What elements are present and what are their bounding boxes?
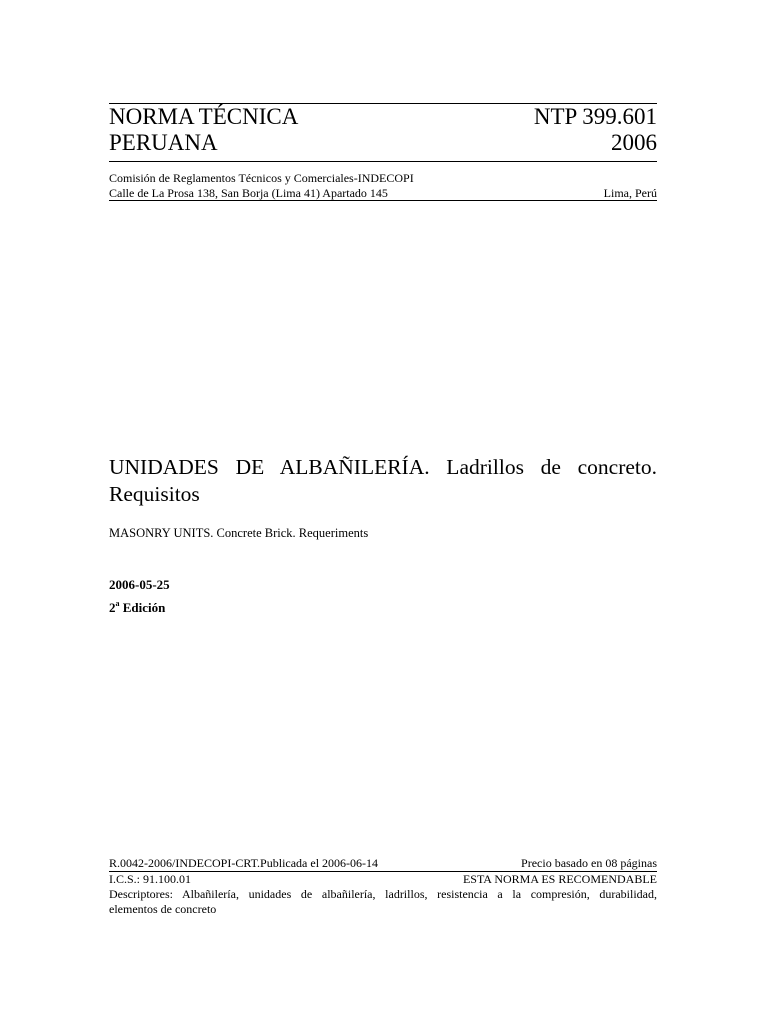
header-row-2 [109, 130, 657, 156]
header-code: NTP 399.601 [533, 104, 657, 129]
footer-descriptors-line2: elementos de concreto [109, 902, 217, 916]
footer-price: Precio basado en 08 páginas [521, 856, 657, 870]
footer-descriptors-line1: Descriptores: Albañilería, unidades de albañilería, ladrillos, resistencia a la compresión, durabilidad, [109, 887, 657, 901]
edition-date: 2006-05-25 [109, 577, 170, 592]
footer-resolution: R.0042-2006/INDECOPI-CRT.Publicada el 2006-06-14 [109, 856, 379, 870]
commission-rule [109, 200, 657, 201]
edition-line [109, 595, 165, 617]
header-org-line1: NORMA TÉCNICA [109, 104, 299, 129]
footer-row-2 [109, 872, 657, 886]
header-year: 2006 [611, 130, 657, 155]
footer-ics: I.C.S.: 91.100.01 [109, 872, 192, 886]
title-spanish-line2: Requisitos [109, 482, 200, 506]
commission-row-1 [109, 171, 657, 185]
edition-ordinal: a [115, 599, 120, 608]
commission-name: Comisión de Reglamentos Técnicos y Comerciales-INDECOPI [109, 171, 414, 185]
title-spanish-line1: UNIDADES DE ALBAÑILERÍA. Ladrillos de concreto. [109, 455, 657, 479]
commission-city: Lima, Perú [603, 186, 657, 200]
footer-row-1 [109, 856, 657, 870]
edition-label: Edición [119, 600, 166, 615]
edition-number: 2 [109, 600, 116, 615]
header-row-1 [109, 104, 657, 130]
header-org-line2: PERUANA [109, 130, 218, 155]
title-english: MASONRY UNITS. Concrete Brick. Requeriments [109, 526, 369, 540]
commission-address: Calle de La Prosa 138, San Borja (Lima 41) Apartado 145 [109, 186, 388, 200]
header-rule [109, 161, 657, 162]
footer-status: ESTA NORMA ES RECOMENDABLE [462, 872, 657, 886]
commission-row-2 [109, 186, 657, 200]
